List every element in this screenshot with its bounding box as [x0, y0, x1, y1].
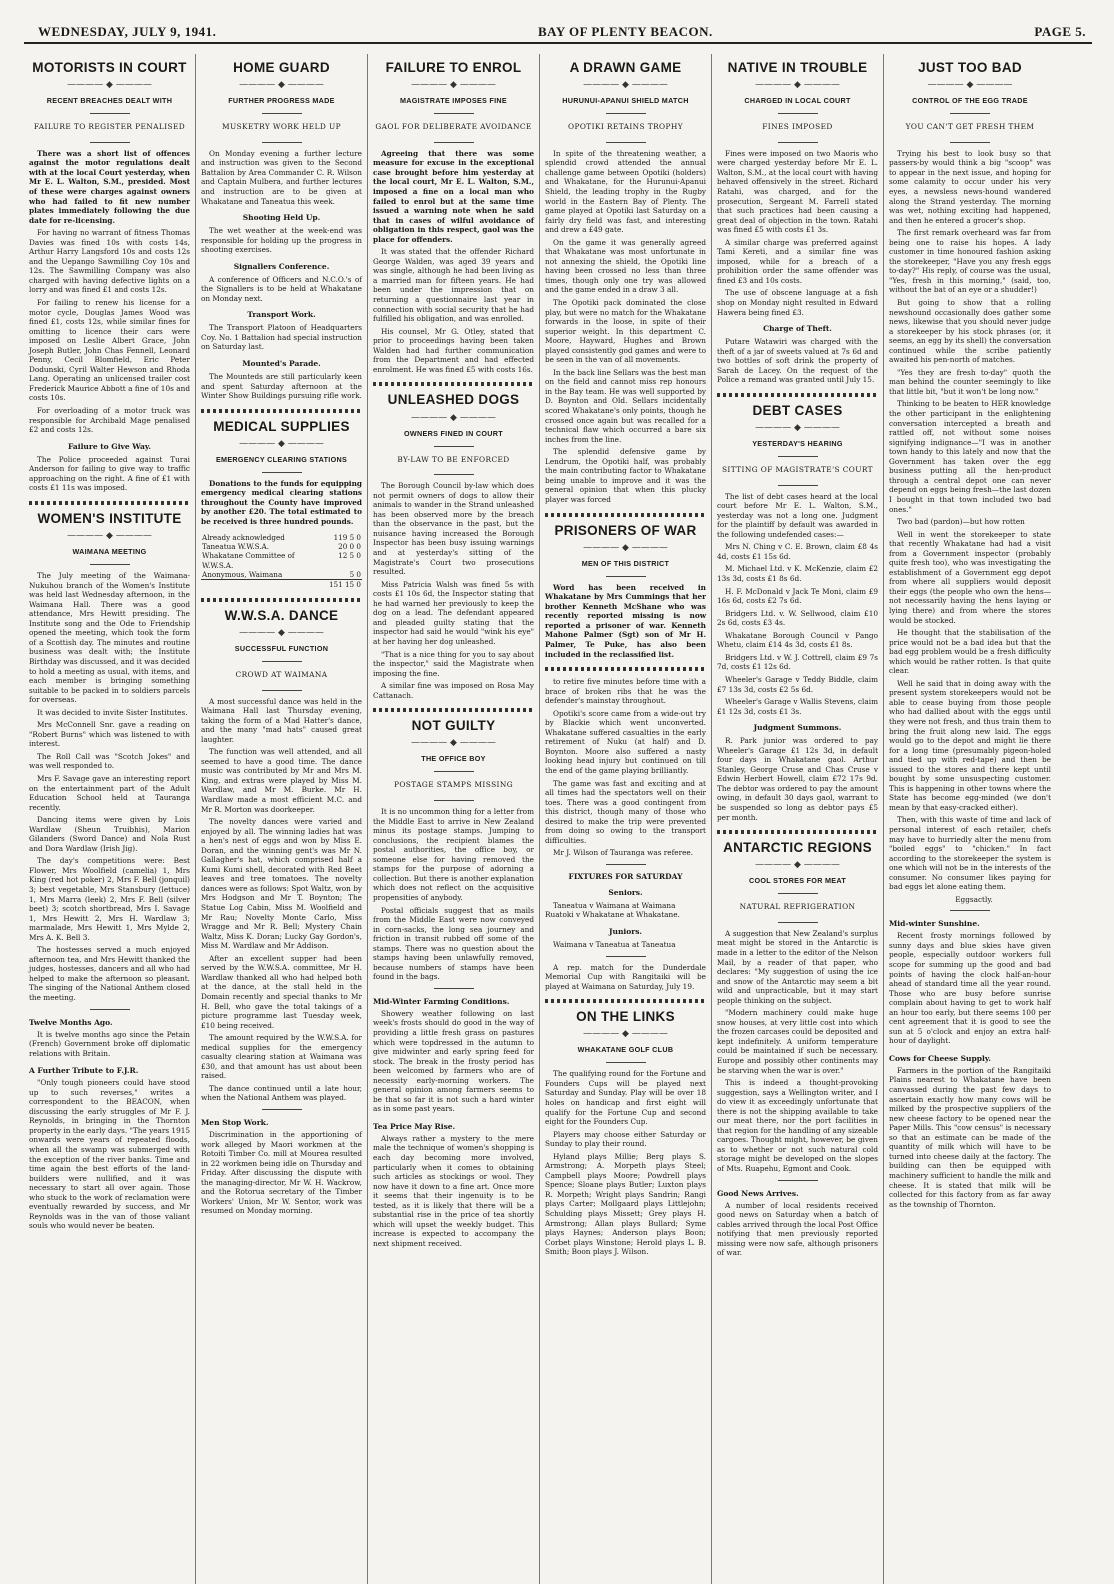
side-heading: Judgment Summons. — [753, 723, 842, 733]
article-paragraph: In the back line Sellars was the best man on the field and cannot miss rep honours in the Bay team. He was well supported by D. Boynton and Old. Sellars incidentally scored Whakatane's only points, though he crossed once again but was recalled for a technical flaw which occurred a bare six inches from the line. — [545, 367, 706, 444]
headline-prisoners-of-war: PRISONERS OF WAR — [554, 522, 697, 538]
ornament — [545, 1029, 706, 1039]
ornament — [29, 80, 190, 90]
article-paragraph: His counsel, Mr G. Otley, stated that prior to proceedings having been taken Walden had had further communication from the Department and had effected enrolment. He was fined £5 with costs 16s. — [373, 326, 534, 374]
article-paragraph: It is no uncommon thing for a letter from the Middle East to arrive in New Zealand minus its postage stamps. Jumping to conclusions, the recipient blames the postal authorities, the office boy, or someone else for having removed the stamps for the purpose of adorning a collection. But there is another explanation which does not reflect on the acquisitive propensities of anybody. — [373, 807, 534, 902]
article-paragraph: The list of debt cases heard at the local court before Mr E. L. Walton, S.M., yesterday was not a long one. Judgment for the plaintiff by default was awarded in the following undefended cases:— — [717, 491, 878, 539]
article-lead: There was a short list of offences against the motor regulations dealt with at the local Court yesterday, when Mr E. L. Walton, S.M., presided. Most of these were charges against owners who had failed to fit new number plates immediately following the due date for re-licensing. — [29, 148, 190, 225]
article-paragraph: Bridgers Ltd. v W. J. Cottrell, claim £9 7s 7d, costs £1 12s 6d. — [717, 652, 878, 672]
rule — [434, 771, 474, 772]
article-paragraph: A number of local residents received good news on Saturday when a batch of cables arrived through the local Post Office notifying that men previously reported missing were now safe, although prisoners of war. — [717, 1200, 878, 1258]
headline-home-guard: HOME GUARD — [233, 60, 330, 75]
article-paragraph: A most successful dance was held in the Waimana Hall last Thursday evening, taking the form of a Mad Hatter's dance, and the many "mad hats" caused great laughter. — [201, 696, 362, 744]
article-paragraph: to retire five minutes before time with a brace of broken ribs that he was the defender's mainstay throughout. — [545, 677, 706, 706]
headline-not-guilty: NOT GUILTY — [411, 718, 496, 734]
article-paragraph: He thought that the stabilisation of the price would not be a bad idea but that the bad egg problem would be a fresh difficulty which would be rather rotten. Is that quite clear. — [889, 628, 1051, 676]
article-paragraph: M. Michael Ltd. v K. McKenzie, claim £2 13s 3d, costs £1 8s 6d. — [717, 564, 878, 584]
article-paragraph: Eggsactly. — [955, 894, 993, 904]
rule — [606, 956, 646, 957]
article-paragraph: Two bad (pardon)—but how rotten — [897, 517, 1025, 527]
article-paragraph: Putare Watawiri was charged with the theft of a jar of sweets valued at 7s 6d and two bottles of soft drink the property of Sarah de Lacey. On the request of the Police a remand was granted until July 15. — [717, 337, 878, 385]
subhead-secondary: GAOL FOR DELIBERATE AVOIDANCE — [375, 122, 532, 132]
article-paragraph: Whakatane Borough Council v Pango Whetu, claim £14 4s 3d, costs £1 8s. — [717, 630, 878, 650]
donor-amount: 5 0 — [349, 570, 361, 580]
article-paragraph: Fines were imposed on two Maoris who were charged yesterday before Mr E. L. Walton, S.M., at the local court with having behaved offensively in the street. Richard Ratahi, was charged, and for the prosecution, Sergeant M. Farrell stated that such practices had been causing a great deal of objection in the town. Ratahi was fined £5 with costs £1 3s. — [717, 148, 878, 235]
subhead: EMERGENCY CLEARING STATIONS — [215, 454, 348, 464]
article-paragraph: The Police proceeded against Turai Anderson for failing to give way to traffic approaching on the right. A fine of £1 with costs £1 11s was imposed. — [29, 454, 190, 493]
article-paragraph: Showery weather following on last week's frosts should do good in the way of providing a little fresh grass on pastures which were topdressed in the autumn to give midwinter and early spring feed for stock. The break in the frosty period has been welcomed by farmers who are of necessity early-morning workers. The general opinion among farmers seems to be that so far it is not such a hard winter as in some past years. — [373, 1008, 534, 1114]
article-paragraph: It is twelve months ago since the Petain (French) Government broke off diplomatic relations with Britain. — [29, 1029, 190, 1058]
subhead: MEN OF THIS DISTRICT — [581, 558, 670, 568]
subhead: OWNERS FINED IN COURT — [404, 428, 503, 438]
masthead-date: WEDNESDAY, JULY 9, 1941. — [38, 24, 217, 39]
article-paragraph: For overloading of a motor truck was responsible for Archibald Mage penalised £2 and costs 12s. — [29, 406, 190, 435]
donor-amount: 20 0 0 — [338, 541, 361, 551]
article-paragraph: Mrs F. Savage gave an interesting report on the entertainment part of the Adult Education School held at Tauranga recently. — [29, 773, 190, 812]
subhead: THE OFFICE BOY — [421, 754, 486, 764]
article-paragraph: A similar charge was preferred against Tami Kereti, and a similar fine was imposed, while for a breach of a prohibition order the same offender was fined £3 and 10s costs. — [717, 237, 878, 285]
table-row — [201, 533, 362, 542]
article-paragraph: Always rather a mystery to the mere male the technique of women's shopping is each day becoming more involved, particularly when it comes to obtaining such articles as stockings or wool. They now have it down to a fine art. Once more it seems that their ingenuity is to be tested, as it is likely that there will be a substantial rise in the price of tea shortly which will upset the weekly budget. This increase is expected to accompany the next shipment received. — [373, 1133, 534, 1248]
article-paragraph: The splendid defensive game by Lendrum, the Opotiki half, was probably the main contributing factor to Whakatane being unable to improve and it was the general opinion that when this plucky player was forced — [545, 447, 706, 504]
column-3 — [368, 54, 540, 1584]
article-paragraph: The dance continued until a late hour, when the National Anthem was played. — [201, 1083, 362, 1103]
column-4 — [540, 54, 712, 1584]
subhead: SUCCESSFUL FUNCTION — [234, 643, 329, 653]
headline-just-too-bad: JUST TOO BAD — [918, 60, 1022, 75]
article-paragraph: Mrs McConnell Snr. gave a reading on "Robert Burns" which was listened to with interest. — [29, 720, 190, 749]
article-lead: Word has been received in Whakatane by Mrs Cummings that her brother Kenneth McShane who was recently reported missing is now reported a prisoner of war. Kenneth Mahone Palmer (Sgt) son of Mr H. Palmer, Te Puke, has also been included in the reclassified list. — [545, 582, 706, 659]
rule — [434, 113, 474, 114]
rule — [262, 142, 302, 143]
side-heading: Twelve Months Ago. — [29, 1017, 113, 1027]
table-row — [201, 570, 362, 580]
ornament — [201, 80, 362, 90]
article-paragraph: H. F. McDonald v Jack Te Moni, claim £9 16s 6d, costs £2 7s 6d. — [717, 586, 878, 606]
rule — [778, 485, 818, 486]
headline-debt-cases: DEBT CASES — [752, 402, 843, 418]
side-heading: Cows for Cheese Supply. — [889, 1053, 991, 1063]
column-1 — [24, 54, 196, 1584]
article-paragraph: The day's competitions were: Best Flower, Mrs Woolfield (camelia) 1, Mrs King (red hot poker) 2, Mrs F. Bell (jonquil) 3; best vegetable, Mrs Stansbury (lettuce) 1, Mrs Marra (leek) 2, Mrs F. Bell (silver beet) 3; scotch shortbread, Mrs I. Savage 1, Mrs Hewitt 2, Mrs H. Wardlaw 3; marmalade, Mrs Hewitt 1, Mrs Mylde 2, Mrs A. K. Bell 3. — [29, 856, 190, 942]
rule — [950, 113, 990, 114]
article-paragraph: Farmers in the portion of the Rangitaiki Plains nearest to Whakatane have been canvassed during the past few days to ascertain exactly how many cows will be milked by the prospective suppliers of the new cheese factory to be opened near the Paper Mills. This "cow census" is necessary so that an estimate can be made of the quantity of milk which will have to be turned into cheese daily at the factory. The building can then be equipped with machinery sufficient to handle the milk and cheese. It is stated that milk will be collected for this factory from as far away as the township of Thornton. — [889, 1065, 1051, 1209]
divider — [201, 598, 362, 602]
rule — [434, 474, 474, 475]
article-paragraph: The Roll Call was "Scotch Jokes" and was well responded to. — [29, 751, 190, 771]
donor-name: Taneatua W.W.S.A. — [202, 541, 270, 551]
rule — [262, 661, 302, 662]
headline-drawn-game: A DRAWN GAME — [569, 60, 682, 75]
rule — [778, 142, 818, 143]
article-paragraph: Hyland plays Millie; Berg plays S. Armstrong; A. Morpeth plays Steel; Campbell plays Moore; Powdrell plays Spence; Sloane plays Butler; Luxton plays R. Morpeth; Wright plays Sandrin; Rangi plays Carter; Mollgaard plays Littlejohn; Schulding plays Missett; Grey plays H. Armstrong; Allan plays Bullard; Syme plays Haynes; Anderson plays Boon; Corbet plays Winstone; Herold plays L. B. Smith; Boon plays J. Wilson. — [545, 1151, 706, 1257]
article-paragraph: The Opotiki pack dominated the close play, but were no match for the Whakatane forwards in the loose, in spite of their superior weight. In this department C. Moore, Hayward, Hughes and Brown played consistently god games and were to be seen in the van of all movements. — [545, 298, 706, 365]
column-2 — [196, 54, 368, 1584]
side-heading: Transport Work. — [247, 310, 316, 320]
subhead: FURTHER PROGRESS MADE — [228, 96, 335, 106]
article-paragraph: It was stated that the offender Richard George Walden, was aged 39 years and was single, although he had been living as a married man for fifteen years. He had been under the impression that on returning a questionnaire last year in connection with social security that he had fulfilled his obligation, and was enrolled. — [373, 247, 534, 324]
headline-on-the-links: ON THE LINKS — [576, 1009, 675, 1025]
rule — [778, 1180, 818, 1181]
rule — [606, 142, 646, 143]
article-paragraph: A conference of Officers and N.C.O.'s of the Signallers is to be held at Whakatane on Monday next. — [201, 274, 362, 303]
article-paragraph: The Transport Platoon of Headquarters Coy. No. 1 Battalion had special instruction on Saturday last. — [201, 323, 362, 352]
headline-wwsa-dance: W.W.S.A. DANCE — [224, 607, 339, 623]
article-paragraph: "Yes they are fresh to-day" quoth the man behind the counter seemingly to like that little bit, "but it won't be long now." — [889, 367, 1051, 396]
article-paragraph: Wheeler's Garage v Teddy Biddle, claim £7 13s 3d, costs £2 5s 6d. — [717, 674, 878, 694]
article-paragraph: Mr J. Wilson of Tauranga was referee. — [553, 848, 694, 858]
masthead — [24, 24, 1092, 44]
divider — [373, 708, 534, 712]
side-heading: Failure to Give Way. — [67, 441, 152, 451]
divider — [717, 393, 878, 397]
article-paragraph: Well he said that in doing away with the present system storekeepers would not be able to cease buying from those people who had dallied about with the eggs until they were not fresh, and thus train them to bring the fruit along new laid. The eggs would go to the depot and might lie there for a long time (presumably pigeon-holed and tied up with red-tape) and then be issued to the stores and there kept until bought by some unsuspecting customer. This is happening in other towns where the State has become egg-minded (we don't mean by that easy-cracked either). — [889, 678, 1051, 812]
article-paragraph: R. Park junior was ordered to pay Wheeler's Garage £1 12s 3d, in default four days in Whakatane gaol. Arthur Stanley, George Cruse and Chas Cruse v Edwin Herbert Howell, claim £72 17s 9d. The debtor was ordered to pay the amount owing, in default 30 days gaol, warrant to be suspended so long as debtor pays £5 per month. — [717, 736, 878, 822]
divider — [717, 830, 878, 834]
rule — [434, 800, 474, 801]
rule — [262, 113, 302, 114]
ornament — [717, 860, 878, 870]
donor-amount: 12 5 0 — [338, 551, 361, 561]
article-paragraph: The function was well attended, and all seemed to have a good time. The dance music was contributed by Mr and Mrs M. King, and extras were played by Miss M. Wardlaw, and Mr M. Burke. Mr H. Wardlaw made a most efficient M.C. and Mr R. Morton was doorkeeper. — [201, 747, 362, 814]
headline-medical-supplies: MEDICAL SUPPLIES — [213, 418, 350, 434]
subhead: YESTERDAY'S HEARING — [752, 439, 843, 449]
subhead: WHAKATANE GOLF CLUB — [577, 1045, 674, 1055]
article-paragraph: "That is a nice thing for you to say about the inspector," said the Magistrate when imposing the fine. — [373, 649, 534, 678]
headline-failure-to-enrol: FAILURE TO ENROL — [385, 60, 522, 75]
article-paragraph: The game was fast and exciting and at all times had the spectators well on their toes. There was a good contingent from this district, though many of those who desired to make the trip were prevented from doing so owing to the transport difficulties. — [545, 778, 706, 845]
subhead-secondary: FAILURE TO REGISTER PENALISED — [33, 122, 186, 132]
side-heading: Charge of Theft. — [763, 324, 832, 334]
headline-unleashed-dogs: UNLEASHED DOGS — [387, 392, 520, 408]
table-row — [201, 542, 362, 551]
rule — [90, 142, 130, 143]
ornament — [717, 80, 878, 90]
rule — [606, 864, 646, 865]
side-heading: Seniors. — [608, 887, 643, 897]
subhead: WAIMANA MEETING — [72, 547, 147, 557]
article-paragraph: Trying his best to look busy so that passers-by would think a big "scoop" was to appear in the next issue, and hoping for some calamity to occur under his very eyes, a newsless news-hound wandered along the Strand yesterday. The morning was wet, nothing exciting had happened, and then he entered a grocer's shop. — [889, 148, 1051, 225]
side-heading: Juniors. — [608, 927, 643, 936]
rule — [606, 113, 646, 114]
headline-womens-institute: WOMEN'S INSTITUTE — [37, 510, 182, 526]
donor-name: Whakatane Committee of W.W.S.A. — [202, 551, 295, 570]
divider — [545, 513, 706, 517]
article-lead: Donations to the funds for equipping emergency medical clearing stations throughout the County have improved by another £20. The total estimated to be received is three hundred pounds. — [201, 478, 362, 527]
subhead: COOL STORES FOR MEAT — [748, 876, 847, 886]
subhead-secondary: FINES IMPOSED — [762, 122, 833, 132]
side-heading: Mid-winter Sunshine. — [889, 919, 980, 929]
subhead: HURUNUI-APANUI SHIELD MATCH — [562, 96, 689, 106]
masthead-page: PAGE 5. — [1034, 24, 1086, 39]
rule — [950, 910, 990, 911]
article-paragraph: Thinking to be beaten to HER knowledge the other participant in the enlightening conversation intercepted a breath and rattled off, not without some noises signifying indignance—"I was in another town handy to this lately and now that the Government has taken over the egg business putting all the hen-product through a central depot one can never depend on eggs being fresh—the last dozen I bought in that town included two bad ones." — [889, 399, 1051, 514]
article-paragraph: Opotiki's score came from a wide-out try by Blackie which went unconverted. Whakatane suffered casualties in the early retirement of Nuku (at half) and D. Boynton. Moore also suffered a nasty looking head injury but continued on till the end of the game playing brilliantly. — [545, 708, 706, 775]
article-paragraph: A rep. match for the Dunderdale Memorial Cup with Rangitaiki will be played at Waimana on Saturday, July 19. — [545, 962, 706, 991]
article-paragraph: On the game it was generally agreed that Whakatane was most unfortunate in not annexing the shield, the Opotiki line having been crossed no less than three times, though only one try was allowed and the game ended in a draw 3 all. — [545, 237, 706, 295]
subhead-secondary: OPOTIKI RETAINS TROPHY — [568, 122, 683, 132]
donations-table — [201, 533, 362, 590]
article-paragraph: The novelty dances were varied and enjoyed by all. The winning ladies hat was a hen's nest of eggs and won by Miss E. Doran, and the winning gent's was Mr N. Gallagher's hat, which comprised half a Kumi Kumi shell, decorated with Red Beet leaves and tree tomatoes. The novelty dances were as follows: Spot Waltz, won by Mrs Hodgson and Mr T. Boynton; The Statue Log Cabin, Miss M. Woolfield and Mr Rau; Novelty Monte Carlo, Miss Wragge and Mr R. Bell; Mystery Chain Waltz, Miss K. Doran; Lucky Gay Gordon's, Miss M. Wardlaw and Mr Addison. — [201, 817, 362, 951]
article-paragraph: For failing to renew his license for a motor cycle, Douglas James Wood was fined £1, costs 12s, while similar fines for omitting to licence their cars were imposed on Leslie Albert Grace, John Joseph Butler, John Chas Fennell, Leonard Penny, Cecil Blomfield, Eric Peter Dodunski, Cyril Walter Hewson and Rhoda Lang. Operating an unlicensed trailer cost Frederick Maurice Abbott a fine of 10s and costs 10s. — [29, 298, 190, 403]
article-paragraph: "Only tough pioneers could have stood up to such reverses," writes a correspondent to the BEACON, when discussing the early struggles of Mr F. J. Reynolds, in bringing in the Thornton property in the early days. "The years 1915 onwards were years of repeated floods, when all the swamp was submerged with the exception of the river banks. Time and time again the best efforts of the land-builders were nullified, and it was necessary to start all over again. Those who stuck to the work of reclamation were eventually rewarded by success, and Mr Reynolds was in the van of those valiant souls who would never be beaten. — [29, 1078, 190, 1231]
side-heading: Mounted's Parade. — [242, 359, 321, 369]
side-heading: Good News Arrives. — [717, 1188, 799, 1198]
column-5 — [712, 54, 884, 1584]
subhead: CHARGED IN LOCAL COURT — [744, 96, 851, 106]
donor-name: Already acknowledged — [202, 532, 285, 542]
rule — [434, 988, 474, 989]
subhead-secondary: YOU CAN'T GET FRESH THEM — [905, 122, 1035, 132]
article-paragraph: The amount required by the W.W.S.A. for medical supplies for the emergency casualty clearing station at Waimana was £30, and that amount has ust about been raised. — [201, 1033, 362, 1081]
article-paragraph: Dancing items were given by Lois Wardlaw (Sheun Truibhis), Marion Gilanders (Sword Dance) and Nola Rust and Dora Wardlaw (Irish Jig). — [29, 815, 190, 853]
article-paragraph: The wet weather at the week-end was responsible for holding up the progress in shooting exercises. — [201, 226, 362, 255]
article-paragraph: The hostesses served a much enjoyed afternoon tea, and Mrs Hewitt thanked the judges, hostesses, dancers and all who had helped to make the afternoon so pleasant. The singing of the National Anthem closed the meeting. — [29, 945, 190, 1003]
subhead-secondary: NATURAL REFRIGERATION — [739, 902, 856, 912]
headline-native-in-trouble: NATIVE IN TROUBLE — [727, 60, 868, 75]
article-paragraph: Discrimination in the apportioning of work alleged by Maori workmen at the Rotoiti Timber Co. mill at Mourea resulted in 22 workmen being idle on Thursday and Friday. After discussing the dispute with the managing-director, Mr W. H. Wackrow, and the Rotorua secretary of the Timber Workers' Union, Mr W. Sentor, work was resumed on Monday morning. — [201, 1129, 362, 1216]
article-paragraph: But going to show that a rolling newshound occasionally does gather some news, likewise that you should never judge a storekeeper by his stock phrases (or, it seems, an egg by its shell) the conversation continued while the scribe patiently awaited his pen-north of matches. — [889, 298, 1051, 365]
article-paragraph: Well in went the storekeeper to state that recently Whakatane had had a visit from a Government inspector (probably quite fresh too), who was investigating the establishment of a Government egg depot from where all suppliers would deposit their eggs (the people who own the hens—not necessarily having the hens laying or lying there) and from where the stores would be stocked. — [889, 529, 1051, 625]
rule — [90, 564, 130, 565]
subhead: RECENT BREACHES DEALT WITH — [46, 96, 173, 106]
columns — [24, 54, 1092, 1584]
divider — [201, 409, 362, 413]
side-heading: Signallers Conference. — [233, 261, 330, 271]
rule — [434, 446, 474, 447]
fixtures-juniors: Waimana v Taneatua at Taneatua — [553, 940, 676, 949]
rule — [778, 922, 818, 923]
article-paragraph: The first remark overheard was far from being one to raise his hopes. A lady customer in time honoured fashion asking the storekeeper, "Have you any fresh eggs to-day?" His reply, of course was the usual, "Yes, fresh in this morning," (said, too, without the bat of an eye or a shudder!) — [889, 228, 1051, 295]
side-heading: Mid-Winter Farming Conditions. — [373, 996, 510, 1006]
article-paragraph: On Monday evening a further lecture and instruction was given to the Second Battalion by Area Commander C. R. Wilson and Captain Mulbera, and further lectures and instruction are to be given at Whakatane and Taneatua this week. — [201, 148, 362, 206]
side-heading: A Further Tribute to F.J.R. — [29, 1066, 139, 1076]
divider — [373, 382, 534, 386]
article-paragraph: Bridgers Ltd. v. W. Sellwood, claim £10 2s 6d, costs £3 4s. — [717, 608, 878, 628]
rule — [434, 142, 474, 143]
article-paragraph: The July meeting of the Waimana-Nukuhou branch of the Women's Institute was held last Wednesday afternoon, in the Waimana Hall. There was a good attendance, Mrs Hewitt presiding. The Institute song and the Ode to Friendship opened the meeting, which took the form of a Scottish day. The minutes and routine business was dealt with; the Institute Birthday was discussed, and it was decided to hold a meeting as usual, with items, and each member is bringing something suitable to be packed in to soldiers parcels for overseas. — [29, 571, 190, 705]
divider — [545, 999, 706, 1003]
article-paragraph: "Modern machinery could make huge snow houses, at very little cost into which the frozen carcases could be deposited and kept indefinitely. A uniform temperature could be maintained if such be necessary. Europe and possibly other continents may be starving when the war is over." — [717, 1008, 878, 1075]
rule — [262, 1109, 302, 1110]
article-paragraph: It was decided to invite Sister Institutes. — [37, 707, 188, 717]
column-6 — [884, 54, 1056, 1584]
article-paragraph: After an excellent supper had been served by the W.W.S.A. committee, Mr H. Wardlaw thanked all who had helped both at the dance, at the stall held in the Domain recently and special thanks to Mr H. Bell, who gave the total takings of a picture programme last Tuesday week, £10 being received. — [201, 953, 362, 1030]
article-paragraph: Mrs N. Ching v C. E. Brown, claim £8 4s 4d, costs £1 15s 6d. — [717, 542, 878, 561]
ornament — [201, 628, 362, 638]
subhead-secondary: BY-LAW TO BE ENFORCED — [397, 454, 510, 464]
subhead-secondary: CROWD AT WAIMANA — [235, 669, 328, 679]
divider — [29, 501, 190, 505]
subhead-secondary: SITTING OF MAGISTRATE'S COURT — [721, 465, 874, 475]
table-row — [201, 551, 362, 570]
rule — [950, 142, 990, 143]
subhead-secondary: MUSKETRY WORK HELD UP — [222, 122, 341, 132]
table-row-total — [201, 580, 362, 590]
article-paragraph: Recent frosty mornings followed by sunny days and blue skies have given people, especially outdoor workers full scope for summing up the good and bad points of having the clock half-an-hour ahead of standard time all the year round. Those who are busy before sunrise complain about having to get to work half an hour too early, but there seems 100 per cent agreement that it is good to see the sun at 5 o'clock and enjoy an extra half-hour of daylight. — [889, 931, 1051, 1046]
article-paragraph: For having no warrant of fitness Thomas Davies was fined 10s with costs 14s, Arthur Harry Langsford 10s and costs 12s and the Uepango Sawmilling Coy 10s and 12s. The Sawmilling Company was also charged with having defective lights on a lorry and was fined £1 and costs 12s. — [29, 228, 190, 295]
headline-antarctic-regions: ANTARCTIC REGIONS — [723, 840, 872, 856]
rule — [262, 472, 302, 473]
fixtures-seniors: Taneatua v Waimana at Waimana Ruatoki v Whakatane at Whakatane. — [545, 900, 680, 920]
article-paragraph: A suggestion that New Zealand's surplus meat might be stored in the Antarctic is made in a letter to the editor of the Nelson Mail, by a reader of that paper, who declares: "My suggestion of using the ice and snow of the Antarctic may seem a bit wild and unpracticable, but it may start people thinking on the subject. — [717, 928, 878, 1005]
ornament — [545, 80, 706, 90]
article-paragraph: Miss Patricia Walsh was fined 5s with costs £1 10s 6d, the Inspector stating that he had warned her previously to keep the dog on a lead. The defendant appeared and pleaded guilty stating that the inspector had said he would "wink his eye" at her having her dog unleashed. — [373, 579, 534, 646]
donor-name: Anonymous, Waimana — [202, 570, 283, 580]
rule — [606, 1062, 646, 1063]
masthead-paper: BAY OF PLENTY BEACON. — [538, 24, 713, 39]
article-paragraph: The qualifying round for the Fortune and Founders Cups will be played next Saturday and Sunday. Play will be over 18 holes on handicap and first eight will qualify for the Fortune Cup and second eight for the Founders Cup. — [545, 1069, 706, 1127]
fixtures-heading: FIXTURES FOR SATURDAY — [568, 871, 683, 881]
rule — [262, 690, 302, 691]
article-paragraph: In spite of the threatening weather, a splendid crowd attended the annual challenge game between Opotiki (holders) and Whakatane, for the Hurunui-Apanui Shield, the leading trophy in the Rugby world in the Eastern Bay of Plenty. The game played at Opotiki last Saturday on a fairly dry field was fast, and interesting and drew a £49 gate. — [545, 148, 706, 235]
divider — [545, 667, 706, 671]
article-paragraph: Wheeler's Garage v Wallis Stevens, claim £1 12s 3d, costs £1 3s. — [717, 697, 878, 716]
subhead: CONTROL OF THE EGG TRADE — [912, 96, 1028, 106]
article-paragraph: Players may choose either Saturday or Sunday to play their round. — [545, 1129, 706, 1149]
rule — [90, 113, 130, 114]
article-paragraph: The Mounteds are still particularly keen and spent Saturday afternoon at the Winter Show Buildings pursuing rifle work. — [201, 372, 362, 401]
side-heading: Shooting Held Up. — [242, 213, 321, 223]
side-heading: Tea Price May Rise. — [373, 1121, 456, 1131]
ornament — [889, 80, 1051, 90]
article-paragraph: The use of obscene language at a fish shop on Monday night resulted in Edward Hawera being fined £3. — [717, 288, 878, 317]
headline-motorists: MOTORISTS IN COURT — [32, 60, 187, 75]
rule — [778, 113, 818, 114]
article-paragraph: A similar fine was imposed on Rosa May Cattanach. — [373, 681, 534, 700]
ornament — [201, 439, 362, 449]
rule — [778, 456, 818, 457]
article-paragraph: Then, with this waste of time and lack of personal interest of each retailer, chefs may have to hurriedly alter the menu from "boiled eggs" to "chicken." In fact according to the storekeeper the system is one which will not be in the interests of the consumer. No consumer likes paying for bad eggs let alone eating them. — [889, 815, 1051, 892]
article-paragraph: Postal officials suggest that as mails from the Middle East were now conveyed in corn-sacks, the long sea journey and friction in transit rubbed off some of the stamps. There was no question about the stamps having been unlawfully removed, because numbers of stamps have been found in the bags. — [373, 905, 534, 982]
article-paragraph: The Borough Council by-law which does not permit owners of dogs to allow their animals to wander in the Strand unleashed has been observed more by the breach than the observance in the past, but the nuisance having increased the Borough Inspector has been busy issuing warnings and at yesterday's sitting of the Magistrate's Court two prosecutions resulted. — [373, 481, 534, 577]
side-heading: Men Stop Work. — [201, 1117, 269, 1127]
ornament — [717, 423, 878, 433]
subhead: MAGISTRATE IMPOSES FINE — [400, 96, 507, 106]
rule — [778, 893, 818, 894]
rule — [90, 1009, 130, 1010]
ornament — [373, 413, 534, 423]
ornament — [373, 80, 534, 90]
donation-total: 151 15 0 — [328, 580, 361, 590]
article-lead: Agreeing that there was some measure for excuse in the exceptional case brought before him yesterday at the local court, Mr E. L. Walton, S.M., imposed a fine on a local man who failed to enrol but at the same time issued a warning note when he said that in cases of wilful avoidance of obligation in this respect, gaol was the place for offenders. — [373, 148, 534, 244]
rule — [606, 576, 646, 577]
ornament — [373, 738, 534, 748]
ornament — [545, 543, 706, 553]
subhead-secondary: POSTAGE STAMPS MISSING — [393, 780, 514, 790]
article-paragraph: This is indeed a thought-provoking suggestion, says a Wellington writer, and I do view it as exceedingly unfortunate that there is not the shipping available to take our meat there, nor the port facilities in that region for the handling of any sizeable cargoes. Thought might, however, be given as to whether or not such natural cold storage might be developed on the slopes of Mts. Ruapehu, Egmont and Cook. — [717, 1078, 878, 1173]
donor-amount: 119 5 0 — [333, 532, 361, 542]
ornament — [29, 531, 190, 541]
